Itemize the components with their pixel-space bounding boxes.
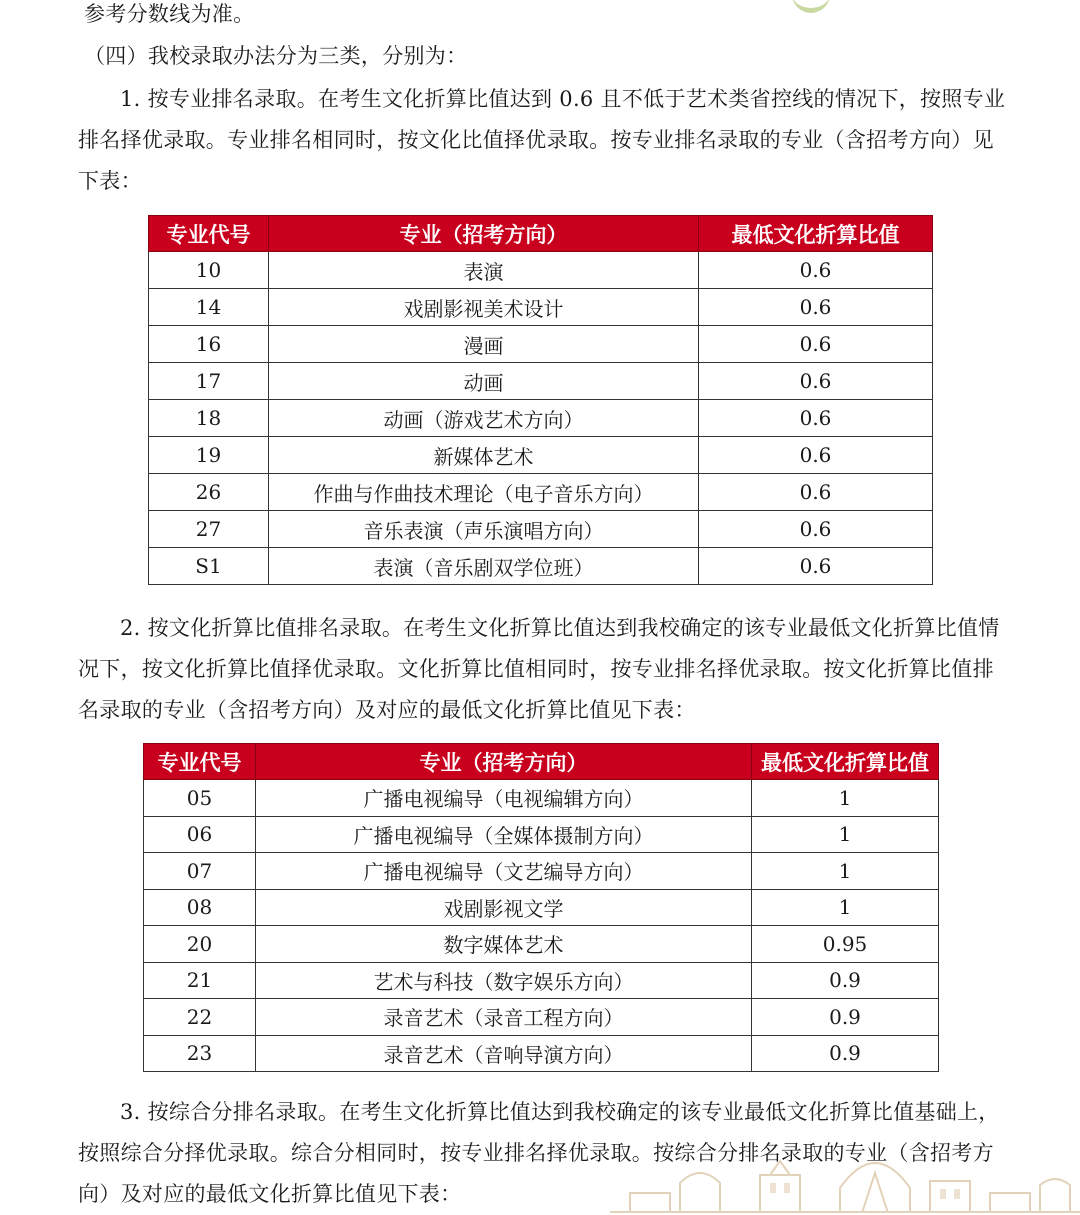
table-row [149,363,933,400]
table-row [144,999,939,1036]
cell-ratio: 1 [752,889,939,926]
header-min-ratio: 最低文化折算比值 [699,216,933,252]
cell-major: 表演（音乐剧双学位班） [269,548,699,585]
cell-code: 18 [149,400,269,437]
cell-ratio: 0.9 [752,999,939,1036]
table-row [149,326,933,363]
cell-major: 新媒体艺术 [269,437,699,474]
cell-code: 19 [149,437,269,474]
cell-major: 作曲与作曲技术理论（电子音乐方向） [269,474,699,511]
table-row [144,889,939,926]
cell-major: 漫画 [269,326,699,363]
cell-ratio: 0.6 [699,252,933,289]
cell-major: 动画 [269,363,699,400]
cell-major: 录音艺术（音响导演方向） [256,1035,752,1072]
cell-ratio: 0.6 [699,363,933,400]
cell-code: 10 [149,252,269,289]
cell-ratio: 0.6 [699,289,933,326]
cell-major: 数字媒体艺术 [256,926,752,963]
cell-ratio: 0.6 [699,548,933,585]
cell-code: 05 [144,780,256,817]
table-rank-by-major [148,215,933,585]
cell-code: 08 [144,889,256,926]
cell-ratio: 0.6 [699,511,933,548]
cell-major: 动画（游戏艺术方向） [269,400,699,437]
cell-code: S1 [149,548,269,585]
header-major: 专业（招考方向） [256,744,752,780]
cell-code: 27 [149,511,269,548]
table-row [149,474,933,511]
table-row [144,962,939,999]
cell-code: 22 [144,999,256,1036]
paragraph-score-line: 参考分数线为准。 [84,2,255,26]
header-major: 专业（招考方向） [269,216,699,252]
paragraph-section-four: （四）我校录取办法分为三类，分别为： [84,44,468,68]
paragraph-method-3: 3. 按综合分排名录取。在考生文化折算比值达到我校确定的该专业最低文化折算比值基础上，按照综合分择优录取。综合分相同时，按专业排名择优录取。按综合分排名录取的专业（含招考方向）及对应的最低文化折算比值见下表： [78,1100,1000,1206]
header-code: 专业代号 [149,216,269,252]
cell-code: 07 [144,853,256,890]
table-header-row [149,216,933,252]
cell-ratio: 0.95 [752,926,939,963]
cell-code: 21 [144,962,256,999]
cell-major: 艺术与科技（数字娱乐方向） [256,962,752,999]
header-min-ratio: 最低文化折算比值 [752,744,939,780]
table-row [144,1035,939,1072]
cell-major: 广播电视编导（电视编辑方向） [256,780,752,817]
cell-ratio: 0.6 [699,474,933,511]
table-row [149,289,933,326]
table-row [149,548,933,585]
table-row [144,816,939,853]
cell-major: 广播电视编导（全媒体摄制方向） [256,816,752,853]
cell-ratio: 1 [752,780,939,817]
cell-ratio: 0.6 [699,437,933,474]
cell-major: 表演 [269,252,699,289]
cell-major: 录音艺术（录音工程方向） [256,999,752,1036]
cell-code: 16 [149,326,269,363]
table-row [144,926,939,963]
cell-major: 广播电视编导（文艺编导方向） [256,853,752,890]
cell-code: 17 [149,363,269,400]
table-row [149,511,933,548]
table-header-row [144,744,939,780]
cell-code: 26 [149,474,269,511]
cell-ratio: 0.6 [699,326,933,363]
table-row [149,400,933,437]
cell-ratio: 1 [752,853,939,890]
table-row [149,437,933,474]
paragraph-method-2: 2. 按文化折算比值排名录取。在考生文化折算比值达到我校确定的该专业最低文化折算比值情况下，按文化折算比值择优录取。文化折算比值相同时，按专业排名择优录取。按文化折算比值排名录取的专业（含招考方向）及对应的最低文化折算比值见下表： [78,616,1000,722]
cell-major: 戏剧影视文学 [256,889,752,926]
table-row [149,252,933,289]
cell-ratio: 0.9 [752,962,939,999]
cell-major: 戏剧影视美术设计 [269,289,699,326]
cell-ratio: 1 [752,816,939,853]
cell-code: 06 [144,816,256,853]
table-row [144,853,939,890]
cell-code: 14 [149,289,269,326]
cell-ratio: 0.9 [752,1035,939,1072]
cell-ratio: 0.6 [699,400,933,437]
table-row [144,780,939,817]
table-rank-by-culture-ratio [143,743,939,1072]
cell-major: 音乐表演（声乐演唱方向） [269,511,699,548]
cell-code: 23 [144,1035,256,1072]
cell-code: 20 [144,926,256,963]
paragraph-method-1: 1. 按专业排名录取。在考生文化折算比值达到 0.6 且不低于艺术类省控线的情况下，按照专业排名择优录取。专业排名相同时，按文化比值择优录取。按专业排名录取的专业（含招考方向）见下表： [78,87,1006,193]
header-code: 专业代号 [144,744,256,780]
